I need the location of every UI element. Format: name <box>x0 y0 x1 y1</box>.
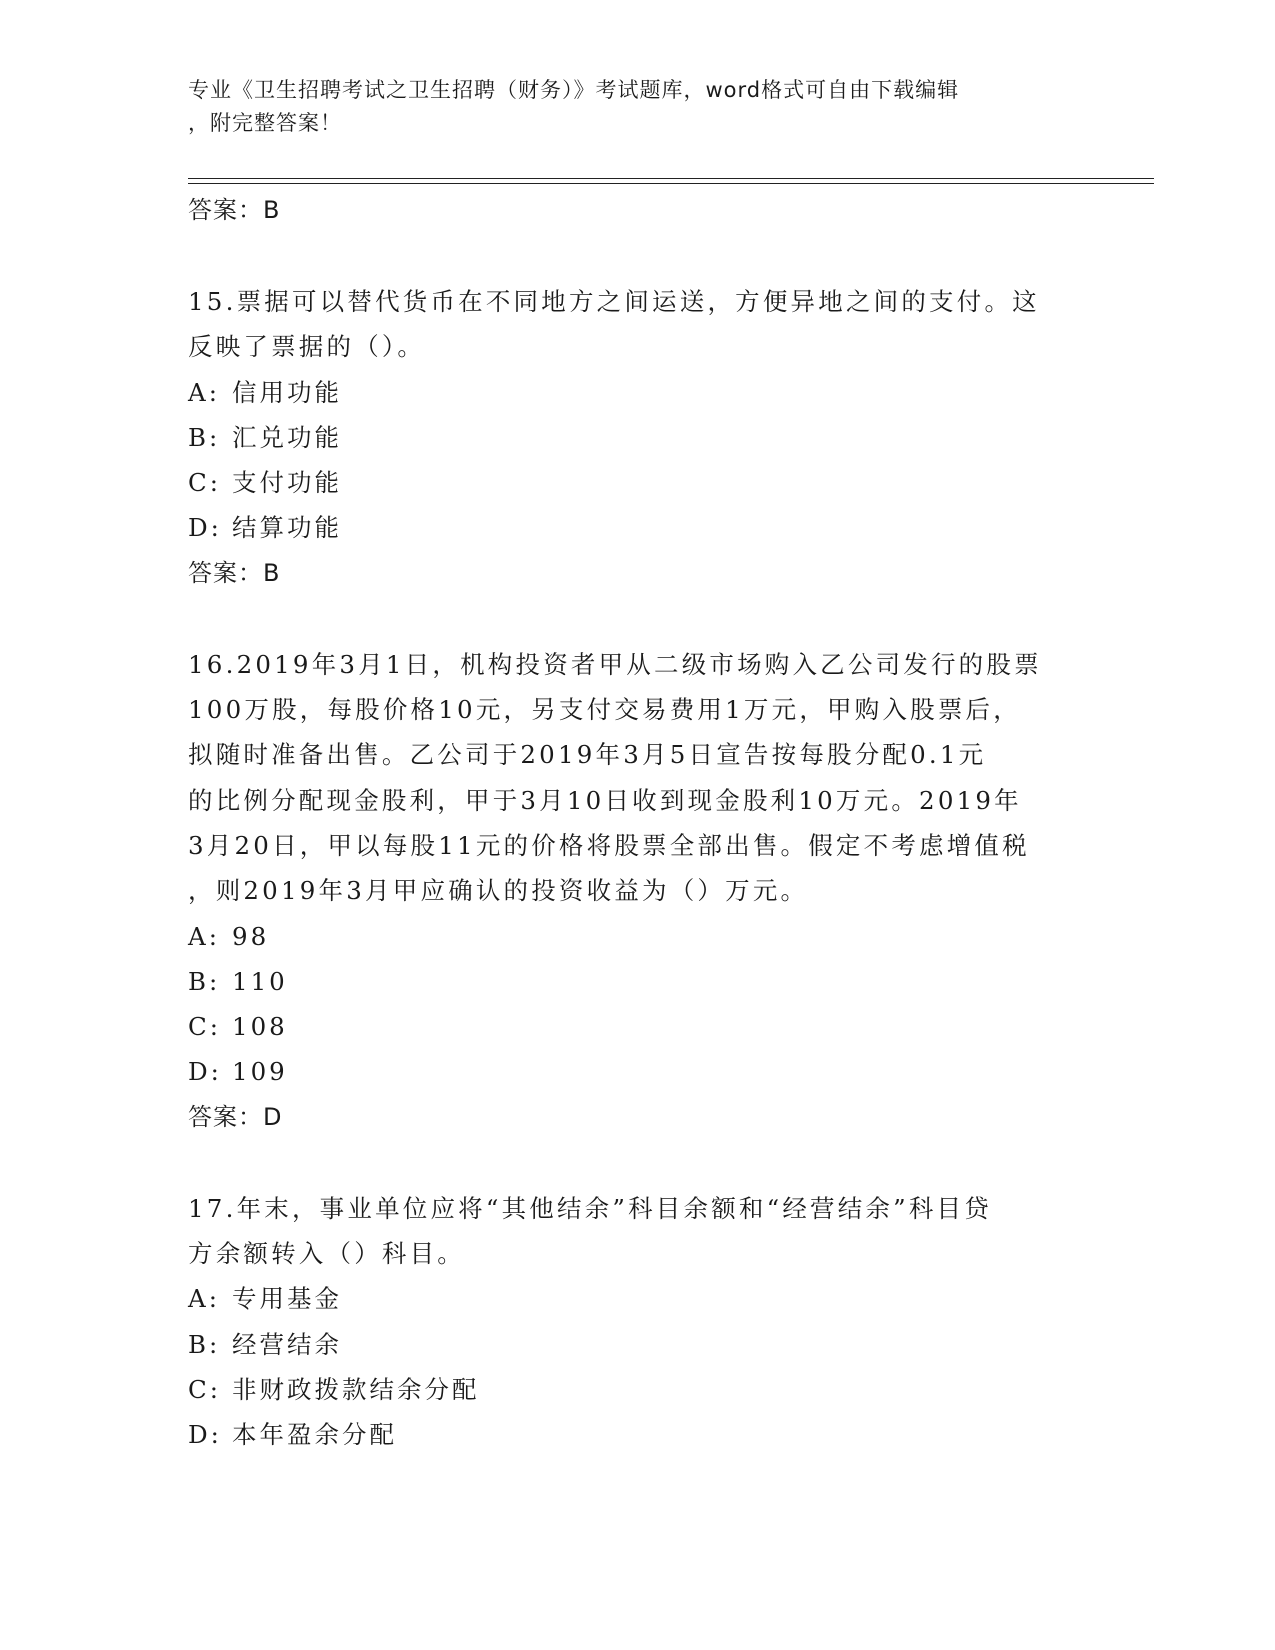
option-text: 经营结余 <box>232 1329 342 1359</box>
answer-line: 答案：B <box>188 558 281 587</box>
option-b <box>188 415 1088 460</box>
option-text: 108 <box>232 1012 288 1042</box>
header-divider-top <box>188 178 1154 179</box>
option-text: 109 <box>232 1057 288 1087</box>
header-line-1: 专业《卫生招聘考试之卫生招聘（财务）》考试题库，word格式可自由下载编辑 <box>188 78 960 102</box>
option-b <box>188 1322 1088 1367</box>
document-body <box>188 188 1088 1458</box>
question-block <box>188 642 1088 1140</box>
option-letter: B: <box>188 966 221 996</box>
page-header <box>188 74 1088 140</box>
option-a <box>188 914 1088 959</box>
option-text: 110 <box>232 966 288 996</box>
option-text: 98 <box>232 921 270 951</box>
option-a <box>188 1276 1088 1321</box>
option-letter: C: <box>188 468 222 498</box>
option-letter: B: <box>188 1329 221 1359</box>
option-d <box>188 1049 1088 1094</box>
question-stem-line: 15.票据可以替代货币在不同地方之间运送，方便异地之间的支付。这 <box>188 287 1040 316</box>
option-letter: D: <box>188 1420 222 1450</box>
option-letter: C: <box>188 1012 222 1042</box>
option-d <box>188 1412 1088 1457</box>
option-text: 汇兑功能 <box>232 422 342 452</box>
option-text: 专用基金 <box>232 1284 342 1314</box>
question-stem-line: 17.年末，事业单位应将“其他结余”科目余额和“经营结余”科目贷 <box>188 1193 992 1223</box>
option-letter: B: <box>188 422 221 452</box>
header-divider-bottom <box>188 183 1154 184</box>
question-block <box>188 1186 1088 1458</box>
question-stem-line: 的比例分配现金股利，甲于3月10日收到现金股利10万元。2019年 <box>188 785 1022 815</box>
option-a <box>188 370 1088 415</box>
question-block <box>188 279 1088 596</box>
option-letter: D: <box>188 1057 222 1087</box>
option-letter: D: <box>188 513 222 543</box>
option-text: 支付功能 <box>232 468 342 498</box>
answer-line: 答案：D <box>188 1102 283 1131</box>
option-letter: C: <box>188 1374 222 1404</box>
option-text: 结算功能 <box>232 513 342 543</box>
option-text: 信用功能 <box>232 377 342 407</box>
option-text: 本年盈余分配 <box>232 1420 397 1450</box>
option-letter: A: <box>188 921 220 951</box>
option-letter: A: <box>188 1284 220 1314</box>
question-stem-line: 反映了票据的（）。 <box>188 332 426 362</box>
option-letter: A: <box>188 377 220 407</box>
answer-line: 答案：B <box>188 196 281 224</box>
question-stem-line: 3月20日，甲以每股11元的价格将股票全部出售。假定不考虑增值税 <box>188 830 1030 860</box>
option-c <box>188 1004 1088 1049</box>
question-stem-line: 100万股，每股价格10元，另支付交易费用1万元，甲购入股票后， <box>188 695 1021 725</box>
option-d <box>188 505 1088 550</box>
question-stem-line: 方余额转入（）科目。 <box>188 1239 465 1269</box>
question-stem-line: 拟随时准备出售。乙公司于2019年3月5日宣告按每股分配0.1元 <box>188 740 987 770</box>
question-stem-line: 16.2019年3月1日，机构投资者甲从二级市场购入乙公司发行的股票 <box>188 649 1042 679</box>
option-c <box>188 1367 1088 1412</box>
option-text: 非财政拨款结余分配 <box>232 1374 480 1404</box>
question-stem-line: ，则2019年3月甲应确认的投资收益为（）万元。 <box>188 876 809 906</box>
option-c <box>188 460 1088 505</box>
option-b <box>188 959 1088 1004</box>
header-line-2: ，附完整答案！ <box>188 111 342 135</box>
